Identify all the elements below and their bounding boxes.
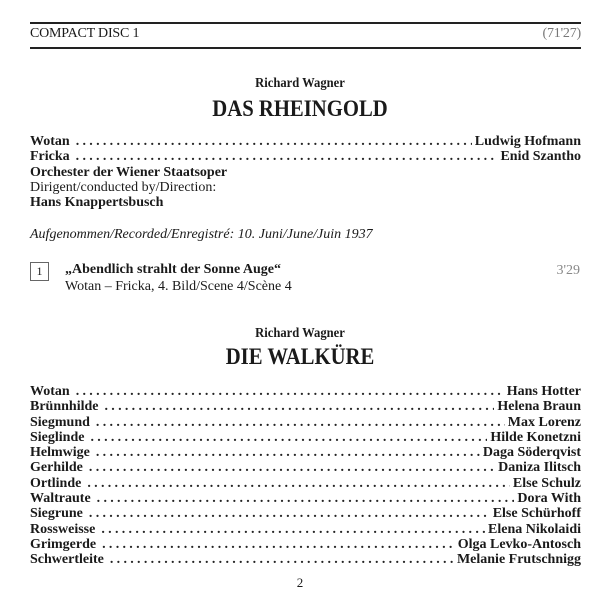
cast-row — [30, 384, 581, 399]
dot-leader — [76, 384, 504, 399]
singer: Daga Söderqvist — [482, 445, 581, 461]
singer: Elena Nikolaidi — [488, 521, 581, 537]
role: Schwertleite — [30, 552, 104, 568]
cast-row — [30, 552, 581, 567]
cast-row — [30, 399, 581, 414]
dot-leader — [96, 445, 480, 460]
track-number: 1 — [30, 262, 49, 281]
dot-leader — [104, 399, 494, 414]
cast-list-rheingold — [30, 134, 581, 210]
composer-name: Richard Wagner — [255, 76, 345, 91]
track-title: „Abendlich strahlt der Sonne Auge“ — [65, 262, 281, 277]
dot-leader — [97, 491, 515, 506]
cast-row — [30, 445, 581, 460]
composer-name: Richard Wagner — [255, 326, 345, 341]
dot-leader — [87, 476, 510, 491]
conductor: Hans Knappertsbusch — [30, 195, 164, 211]
singer: Olga Levko-Antosch — [457, 536, 581, 552]
cast-row — [30, 537, 581, 552]
singer: Hilde Konetzni — [490, 429, 581, 445]
role: Brünnhilde — [30, 399, 99, 415]
orchestra: Orchester der Wiener Staatsoper — [30, 164, 228, 180]
dot-leader — [76, 134, 472, 149]
singer: Enid Szantho — [500, 149, 581, 165]
role: Rossweisse — [30, 521, 96, 537]
cast-row — [30, 506, 581, 521]
cast-row — [30, 460, 581, 475]
track-subtitle: Wotan – Fricka, 4. Bild/Scene 4/Scène 4 — [65, 279, 292, 294]
dot-leader — [96, 415, 505, 430]
role: Waltraute — [30, 491, 91, 507]
dot-leader — [76, 149, 498, 164]
cast-row — [30, 476, 581, 491]
header-top-rule — [30, 22, 581, 24]
conductor-label: Dirigent/conducted by/Direction: — [30, 179, 217, 195]
page-number: 2 — [296, 575, 304, 590]
cast-row — [30, 134, 581, 149]
role: Wotan — [30, 134, 70, 149]
singer: Helena Braun — [497, 399, 581, 415]
recording-date: Aufgenommen/Recorded/Enregistré: 10. Juni/June/Juin 1937 — [30, 227, 373, 242]
disc-label: COMPACT DISC 1 — [30, 26, 140, 41]
page-header — [30, 26, 581, 42]
singer: Else Schulz — [512, 475, 581, 491]
cast-row — [30, 149, 581, 164]
singer: Melanie Frutschnigg — [456, 552, 581, 568]
cast-row — [30, 415, 581, 430]
header-bottom-rule — [30, 47, 581, 49]
role: Siegmund — [30, 414, 90, 430]
role: Sieglinde — [30, 429, 85, 445]
singer: Hans Hotter — [506, 384, 581, 399]
role: Helmwige — [30, 445, 90, 461]
singer: Else Schürhoff — [492, 506, 581, 522]
dot-leader — [101, 522, 485, 537]
cast-row — [30, 430, 581, 445]
singer: Ludwig Hofmann — [474, 134, 581, 149]
role: Grimgerde — [30, 536, 97, 552]
dot-leader — [89, 460, 495, 475]
cast-list-walkure — [30, 384, 581, 568]
work-title: DAS RHEINGOLD — [212, 96, 388, 121]
dot-leader — [89, 506, 490, 521]
singer: Daniza Ilitsch — [498, 460, 581, 476]
disc-duration: (71'27) — [542, 26, 581, 41]
dot-leader — [110, 552, 454, 567]
cast-row — [30, 522, 581, 537]
role: Wotan — [30, 384, 70, 399]
role: Fricka — [30, 149, 70, 165]
dot-leader — [102, 537, 455, 552]
cast-row — [30, 491, 581, 506]
track-duration: 3'29 — [556, 263, 580, 278]
role: Siegrune — [30, 506, 83, 522]
role: Ortlinde — [30, 475, 82, 491]
role: Gerhilde — [30, 460, 83, 476]
singer: Dora With — [517, 491, 581, 507]
work-title: DIE WALKÜRE — [225, 344, 375, 369]
singer: Max Lorenz — [507, 414, 581, 430]
dot-leader — [90, 430, 487, 445]
